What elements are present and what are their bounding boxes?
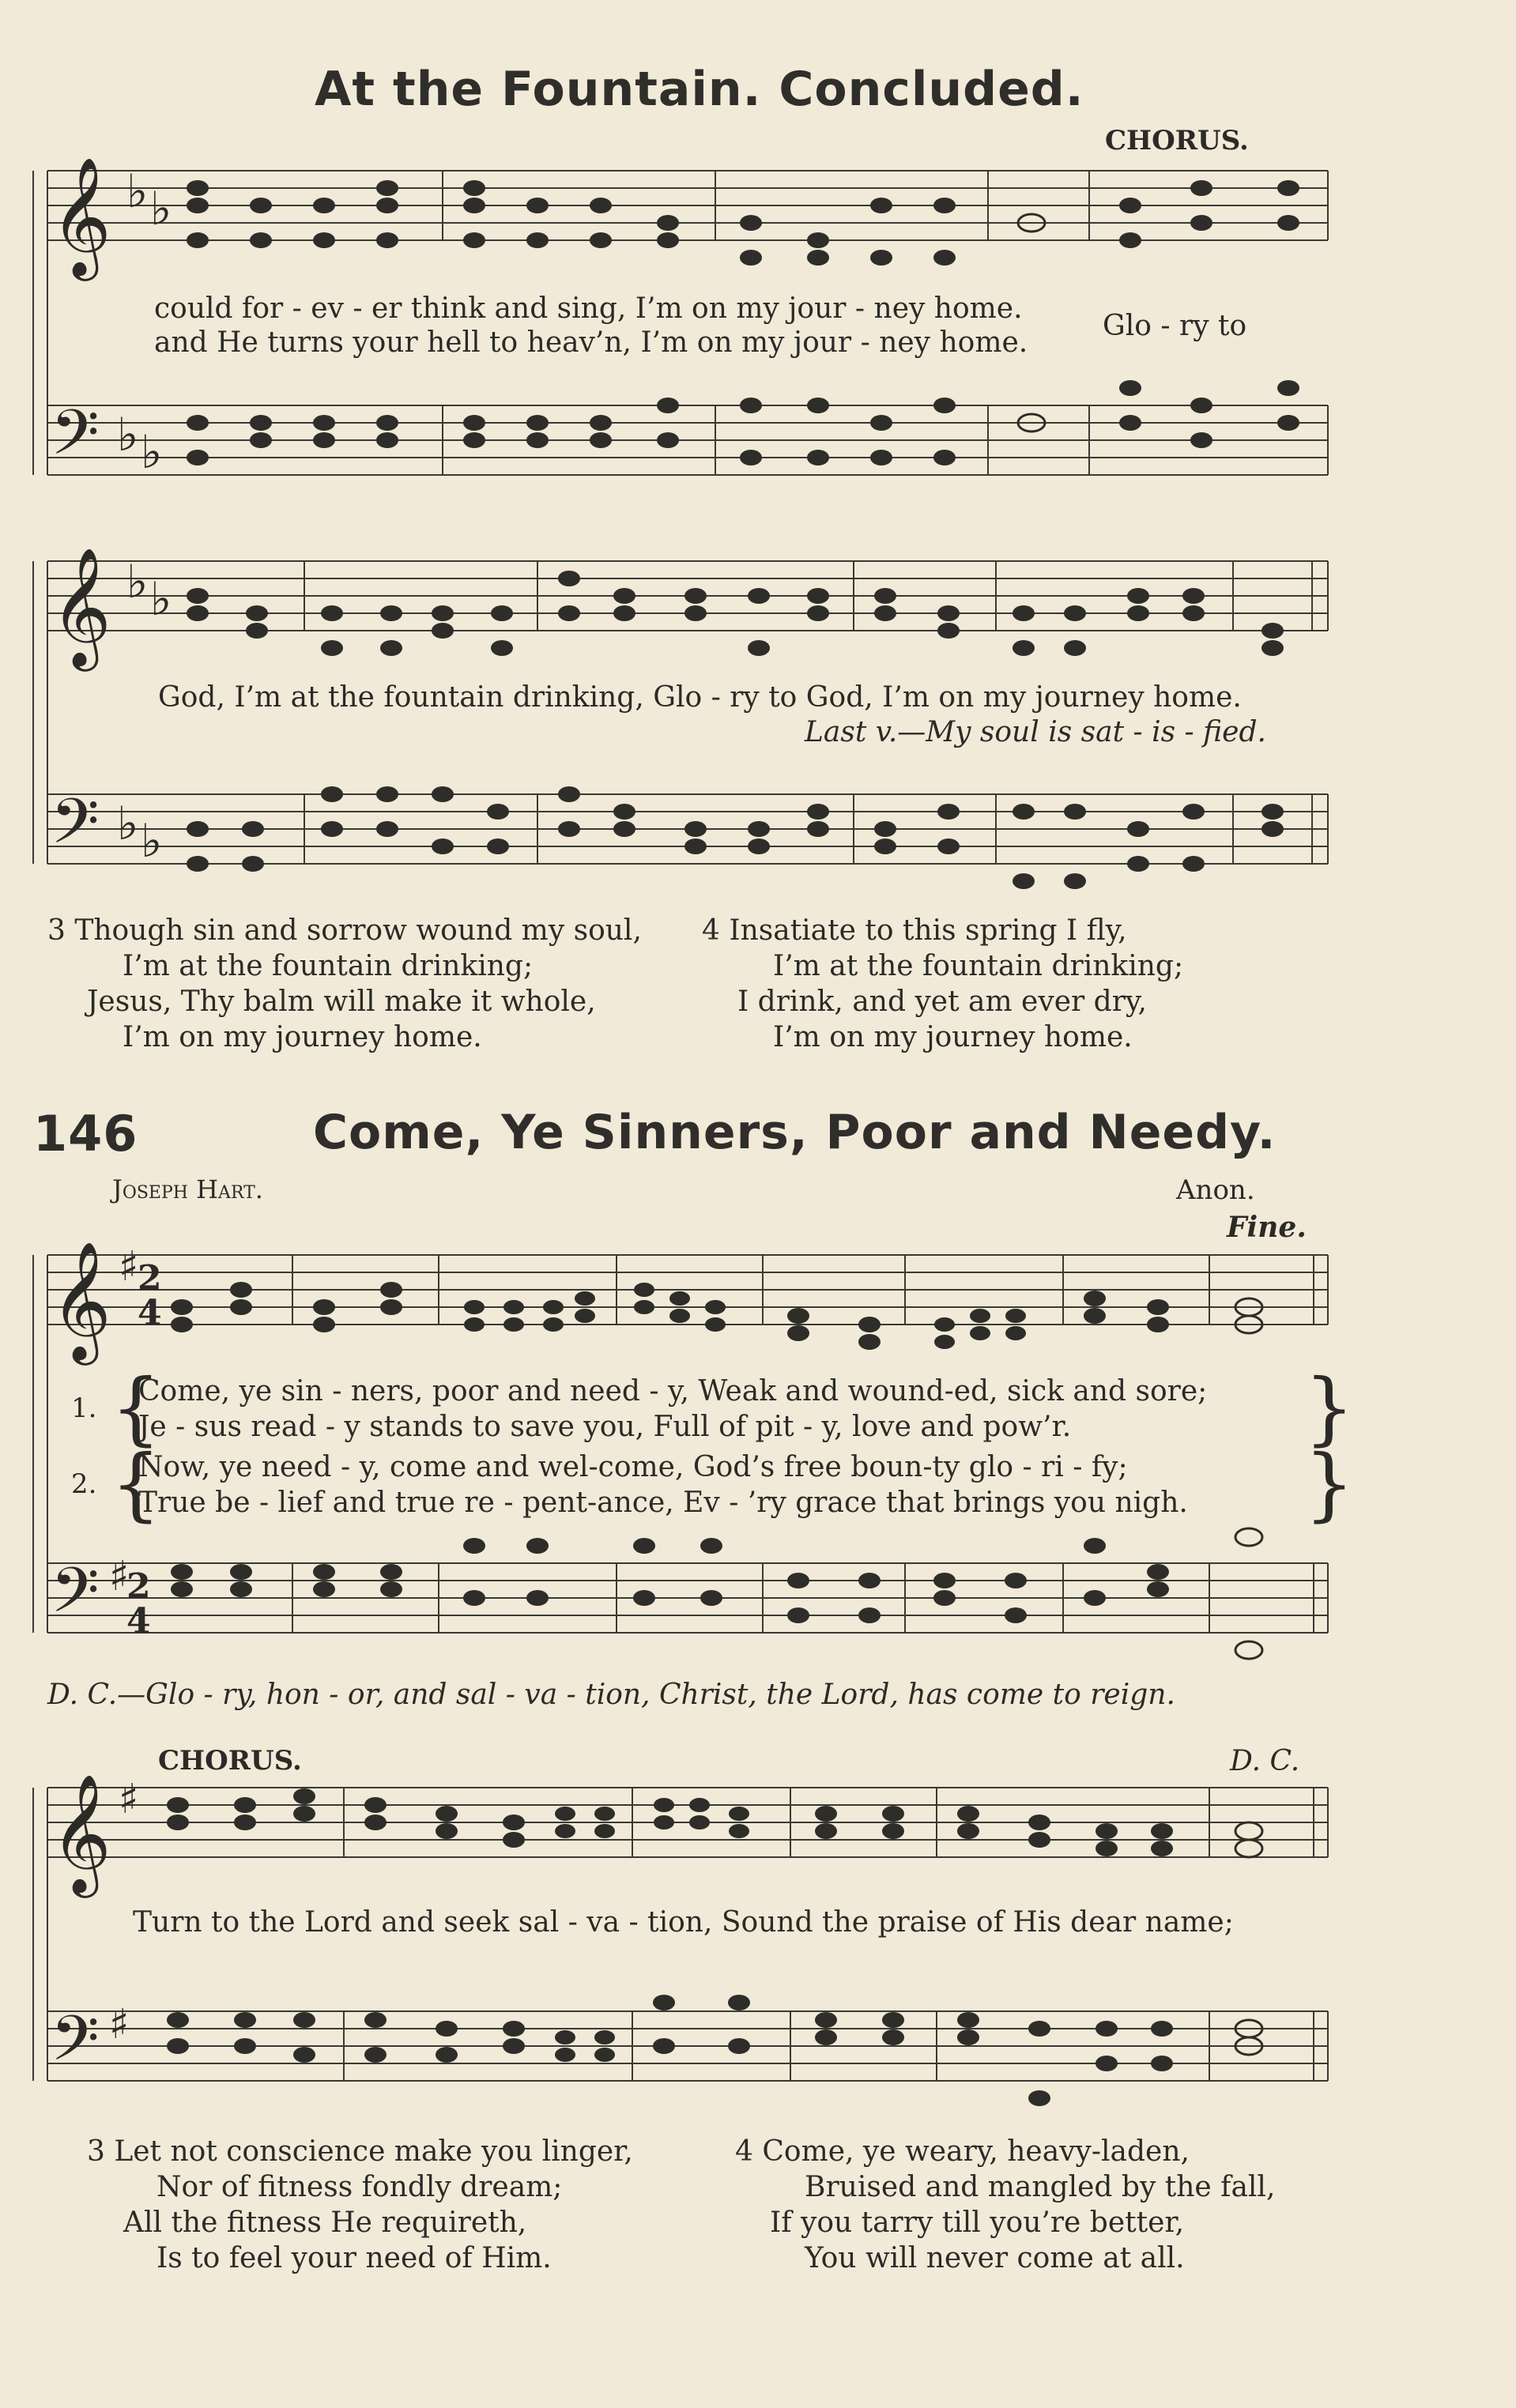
chorus-lyric: Turn to the Lord and seek sal - va - tion, Sound the praise of His dear name; [133, 1906, 1234, 1939]
hymn146-verse-3 [87, 2134, 633, 2276]
hymn-title: Come, Ye Sinners, Poor and Needy. [313, 1105, 1277, 1160]
hymn146-verse-4 [735, 2134, 1275, 2276]
verse-line: Is to feel your need of Him. [157, 2242, 552, 2274]
chorus-label: CHORUS. [1105, 125, 1249, 156]
verse-line: 3 Though sin and sorrow wound my soul, [47, 914, 642, 947]
verse-2-line-1: Now, ye need - y, come and wel-come, God’s free boun-ty glo - ri - fy; [138, 1451, 1128, 1483]
verse-line: I’m on my journey home. [123, 1021, 482, 1053]
sharp-icon: ♯ [119, 1243, 139, 1291]
sharp-icon: ♯ [109, 2001, 130, 2048]
chorus-words: Glo - ry to [1103, 310, 1247, 342]
verse-line: I’m at the fountain drinking; [123, 950, 534, 982]
verse-line: All the fitness He requireth, [123, 2206, 527, 2239]
hymn-composer: Anon. [1176, 1174, 1255, 1206]
verse-line: Jesus, Thy balm will make it whole, [87, 985, 596, 1018]
flat-icon: ♭ [141, 814, 163, 868]
treble-clef-icon: 𝄞 [51, 156, 111, 276]
dc-label: D. C. [1230, 1745, 1300, 1777]
lyrics-row1-line2: and He turns your hell to heav’n, I’m on my jour - ney home. [154, 326, 1028, 359]
fine-mark: Fine. [1227, 1211, 1307, 1244]
verse-1-line-1: Come, ye sin - ners, poor and need - y, Weak and wound-ed, sick and sore; [138, 1375, 1208, 1407]
flat-icon: ♭ [126, 164, 149, 218]
page-title: At the Fountain. Concluded. [315, 62, 1084, 117]
flat-icon: ♭ [117, 408, 139, 462]
verse-line: I’m on my journey home. [773, 1021, 1133, 1053]
verse-1-brace-right: } [1304, 1362, 1355, 1454]
verse-1-line-2: Je - sus read - y stands to save you, Full of pit - y, love and pow’r. [138, 1411, 1072, 1443]
verse-line: I drink, and yet am ever dry, [737, 985, 1147, 1018]
verse-line: You will never come at all. [805, 2242, 1185, 2274]
bass-clef-icon: 𝄢 [51, 1554, 100, 1642]
bass-clef-icon: 𝄢 [51, 2002, 100, 2090]
dc-line: D. C.—Glo - ry, hon - or, and sal - va - tion, Christ, the Lord, has come to reign. [47, 1679, 1175, 1711]
verse-2-brace: { [111, 1438, 161, 1530]
verse-line: Nor of fitness fondly dream; [157, 2171, 563, 2203]
verse-1-number: 1. [71, 1392, 97, 1424]
time-signature-icon: 2 [126, 1566, 151, 1607]
time-signature-icon: 4 [138, 1293, 162, 1333]
bass-clef-icon: 𝄢 [51, 785, 100, 873]
verse-line: 3 Let not conscience make you linger, [87, 2135, 633, 2168]
treble-clef-icon: 𝄞 [51, 546, 111, 666]
hymn-author: Joseph Hart. [112, 1174, 263, 1204]
flat-icon: ♭ [150, 572, 172, 626]
lyrics-row1-line1: could for - ev - er think and sing, I’m on my jour - ney home. [154, 292, 1023, 325]
hymn-number: 146 [33, 1105, 138, 1163]
bass-clef-icon: 𝄢 [51, 396, 100, 484]
treble-clef-icon: 𝄞 [51, 1240, 111, 1360]
verse-line: If you tarry till you’re better, [770, 2206, 1185, 2239]
chorus-label: CHORUS. [158, 1745, 302, 1777]
flat-icon: ♭ [126, 555, 149, 609]
last-verse-note: Last v.—My soul is sat - is - fied. [805, 716, 1266, 748]
flat-icon: ♭ [117, 797, 139, 850]
treble-clef-icon: 𝄞 [51, 1773, 111, 1893]
flat-icon: ♭ [150, 182, 172, 236]
verse-2-number: 2. [71, 1468, 97, 1500]
flat-icon: ♭ [141, 425, 163, 479]
verse-line: Bruised and mangled by the fall, [805, 2171, 1276, 2203]
verse-line: 4 Come, ye weary, heavy-laden, [735, 2135, 1190, 2168]
lyrics-row2-line1: God, I’m at the fountain drinking, Glo - ry to God, I’m on my journey home. [158, 681, 1242, 714]
verse-2-line-2: True be - lief and true re - pent-ance, Ev - ’ry grace that brings you nigh. [138, 1487, 1188, 1519]
verse-line: 4 Insatiate to this spring I fly, [702, 914, 1127, 947]
sharp-icon: ♯ [119, 1776, 139, 1823]
verse-2-brace-right: } [1304, 1438, 1355, 1530]
time-signature-icon: 2 [138, 1258, 162, 1298]
verse-1-brace: { [111, 1362, 161, 1454]
verse-line: I’m at the fountain drinking; [773, 950, 1184, 982]
sharp-icon: ♯ [109, 1553, 130, 1600]
time-signature-icon: 4 [126, 1601, 151, 1641]
chorus-notes [167, 1788, 1262, 2106]
